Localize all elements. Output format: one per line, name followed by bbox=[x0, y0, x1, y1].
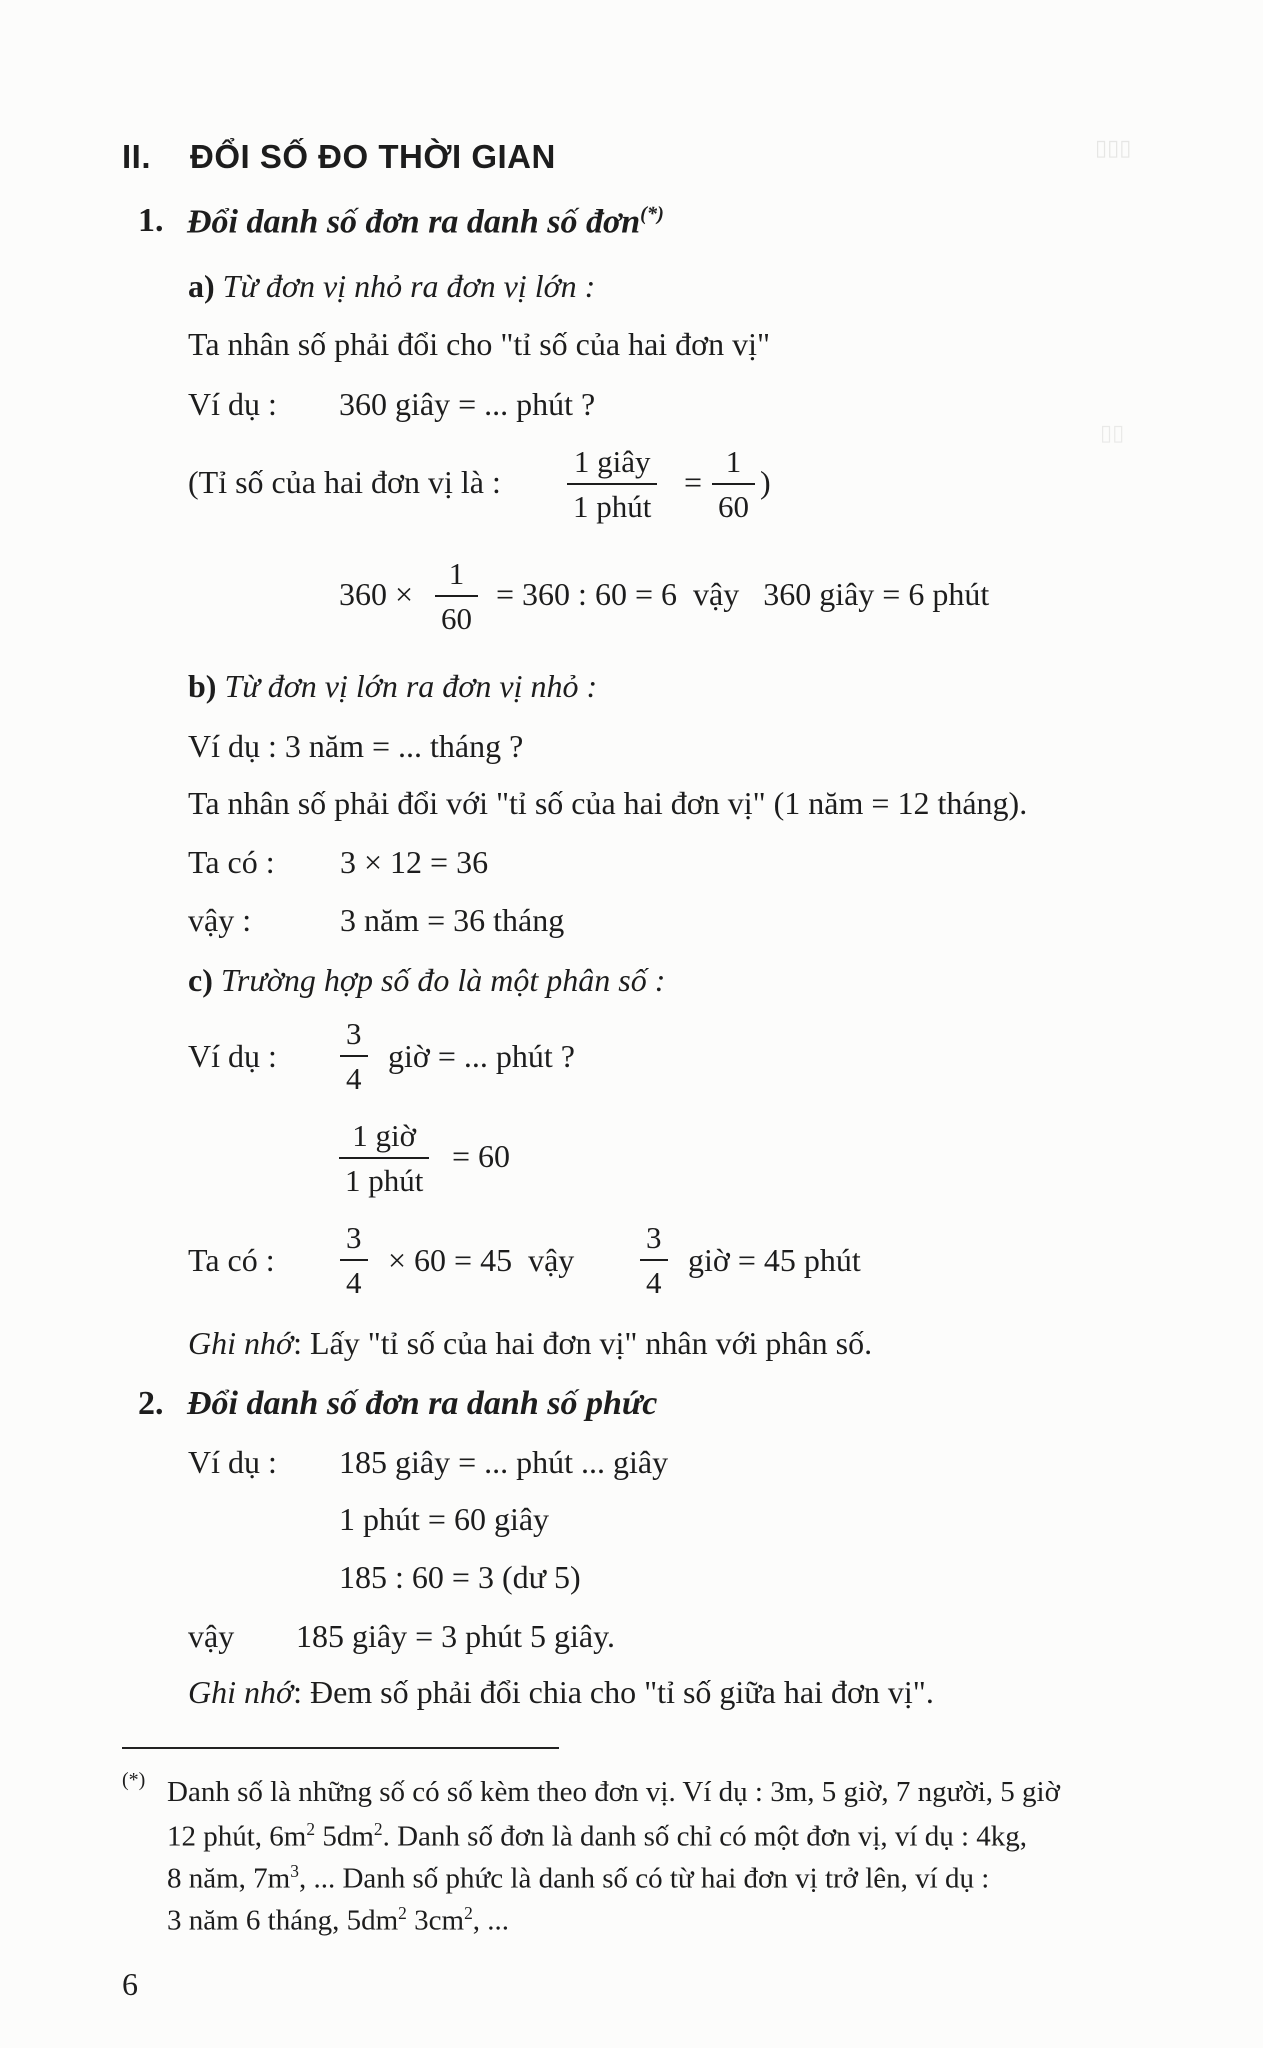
sub-a-example-label: Ví dụ : bbox=[188, 386, 277, 422]
sub-c-calc-fraction-2 bbox=[640, 1222, 668, 1298]
sub-b-rule: Ta nhân số phải đổi với "tỉ số của hai đơn vị" (1 năm = 12 tháng). bbox=[188, 785, 1028, 821]
ratio-fraction-den: 1 phút bbox=[573, 489, 652, 524]
footnote-line-2 bbox=[167, 1821, 1027, 1852]
calc-a-num: 1 bbox=[435, 558, 478, 597]
footnote-sup-a: 2 bbox=[306, 1819, 316, 1839]
page-number: 6 bbox=[122, 1966, 138, 2002]
footnote-divider bbox=[122, 1747, 559, 1749]
footnote-l2a: 12 phút, 6m bbox=[167, 1820, 307, 1853]
sub-c-ratio-fraction bbox=[339, 1120, 429, 1196]
part2-note-label: Ghi nhớ bbox=[188, 1674, 294, 1710]
footnote-l3a: 8 năm, 7m bbox=[167, 1862, 291, 1895]
sub-b-vay-value: 3 năm = 36 tháng bbox=[340, 902, 565, 938]
sub-c-note-text: : Lấy "tỉ số của hai đơn vị" nhân với phân số. bbox=[293, 1325, 873, 1361]
sub-b-example: Ví dụ : 3 năm = ... tháng ? bbox=[188, 728, 524, 764]
footnote-l4b: 3cm bbox=[406, 1904, 465, 1937]
footnote-l3b: , ... Danh số phức là danh số có từ hai đơn vị trở lên, ví dụ : bbox=[298, 1862, 990, 1895]
ratio-equals: = bbox=[684, 464, 703, 500]
sub-c-calc-den: 4 bbox=[346, 1265, 362, 1300]
sub-c-title: Trường hợp số đo là một phân số : bbox=[220, 962, 666, 998]
sub-c-ratio-rest: = 60 bbox=[452, 1138, 511, 1174]
sub-c-example-num: 3 bbox=[340, 1018, 368, 1057]
footnote-line-3 bbox=[167, 1863, 989, 1894]
sub-c-calc-end: giờ = 45 phút bbox=[688, 1242, 861, 1278]
part1-footnote-mark: (*) bbox=[640, 203, 664, 225]
ratio-fraction-num: 1 giây bbox=[567, 446, 657, 485]
part1-number: 1. bbox=[138, 202, 164, 239]
footnote-l4a: 3 năm 6 tháng, 5dm bbox=[167, 1904, 399, 1937]
sub-c-taco-label: Ta có : bbox=[188, 1242, 275, 1278]
sub-a-example: 360 giây = ... phút ? bbox=[339, 386, 596, 422]
part2-example-label: Ví dụ : bbox=[188, 1444, 277, 1480]
part2-note-text: : Đem số phải đổi chia cho "tỉ số giữa hai đơn vị". bbox=[293, 1674, 934, 1710]
footnote-l2b: 5dm bbox=[315, 1820, 374, 1853]
part2-number: 2. bbox=[138, 1385, 164, 1422]
sub-b-taco-value: 3 × 12 = 36 bbox=[340, 844, 489, 880]
calc-a-den: 60 bbox=[441, 601, 472, 636]
sub-a-heading bbox=[188, 270, 595, 302]
sub-c-calc-num-2: 3 bbox=[640, 1222, 668, 1261]
sub-c-calc-den-2: 4 bbox=[646, 1265, 662, 1300]
sub-c-note-label: Ghi nhớ bbox=[188, 1325, 294, 1361]
part2-line2: 185 : 60 = 3 (dư 5) bbox=[339, 1559, 581, 1595]
part2-title: Đổi danh số đơn ra danh số phức bbox=[187, 1385, 658, 1422]
sub-c-example-label: Ví dụ : bbox=[188, 1038, 277, 1074]
sub-c-example-den: 4 bbox=[346, 1061, 362, 1096]
ratio-intro: (Tỉ số của hai đơn vị là : bbox=[188, 464, 501, 500]
sub-c-calc-mid: × 60 = 45 vậy bbox=[388, 1242, 575, 1278]
sub-c-label: c) bbox=[188, 962, 213, 998]
calc-a-right: = 360 : 60 = 6 vậy 360 giây = 6 phút bbox=[496, 576, 990, 612]
footnote-sup-c: 3 bbox=[290, 1861, 299, 1881]
footnote-l4c: , ... bbox=[472, 1904, 510, 1937]
sub-c-calc-fraction bbox=[340, 1222, 368, 1298]
sub-b-label: b) bbox=[188, 668, 217, 704]
calc-a-fraction bbox=[435, 558, 478, 634]
section-numeral: II. bbox=[122, 138, 152, 175]
part2-example: 185 giây = ... phút ... giây bbox=[339, 1444, 669, 1480]
part2-vay-label: vậy bbox=[188, 1618, 235, 1654]
sub-b-vay-label: vậy : bbox=[188, 902, 252, 938]
ratio-value-den: 60 bbox=[718, 489, 749, 524]
sub-a-title: Từ đơn vị nhỏ ra đơn vị lớn : bbox=[222, 268, 596, 304]
part2-vay-value: 185 giây = 3 phút 5 giây. bbox=[296, 1618, 616, 1654]
part2-line1: 1 phút = 60 giây bbox=[339, 1501, 550, 1537]
ratio-close: ) bbox=[760, 464, 771, 500]
calc-a-left: 360 × bbox=[339, 576, 414, 612]
sub-c-heading bbox=[188, 964, 665, 996]
section-title: ĐỔI SỐ ĐO THỜI GIAN bbox=[190, 138, 556, 175]
part1-title bbox=[187, 204, 664, 239]
sub-c-ratio-num: 1 giờ bbox=[339, 1120, 429, 1159]
sub-c-example-fraction bbox=[340, 1018, 368, 1094]
sub-b-heading bbox=[188, 670, 597, 702]
ratio-value-num: 1 bbox=[712, 446, 755, 485]
ratio-fraction-units bbox=[567, 446, 657, 522]
sub-c-example-rest: giờ = ... phút ? bbox=[388, 1038, 575, 1074]
footnote-line-1: Danh số là những số có số kèm theo đơn vị. Ví dụ : 3m, 5 giờ, 7 người, 5 giờ bbox=[167, 1776, 1060, 1808]
ratio-fraction-value bbox=[712, 446, 755, 522]
sub-c-calc-num: 3 bbox=[340, 1222, 368, 1261]
sub-b-taco-label: Ta có : bbox=[188, 844, 275, 880]
bleed-through-2: ▯▯ bbox=[1100, 420, 1125, 445]
bleed-through: ▯▯▯ bbox=[1095, 135, 1132, 160]
sub-a-rule: Ta nhân số phải đổi cho "tỉ số của hai đơn vị" bbox=[188, 326, 771, 362]
part2-note bbox=[188, 1676, 934, 1708]
part1-title-text: Đổi danh số đơn ra danh số đơn bbox=[187, 203, 641, 241]
sub-c-ratio-den: 1 phút bbox=[345, 1163, 424, 1198]
footnote-sup-d: 2 bbox=[398, 1903, 407, 1923]
footnote-l2c: . Danh số đơn là danh số chỉ có một đơn vị, ví dụ : 4kg, bbox=[382, 1820, 1028, 1853]
footnote-line-4 bbox=[167, 1905, 509, 1936]
sub-b-title: Từ đơn vị lớn ra đơn vị nhỏ : bbox=[224, 668, 598, 704]
footnote-mark: (*) bbox=[122, 1769, 146, 1791]
footnote-sup-e: 2 bbox=[464, 1903, 473, 1923]
footnote-sup-b: 2 bbox=[373, 1819, 383, 1839]
sub-c-note bbox=[188, 1327, 872, 1359]
sub-a-label: a) bbox=[188, 268, 215, 304]
